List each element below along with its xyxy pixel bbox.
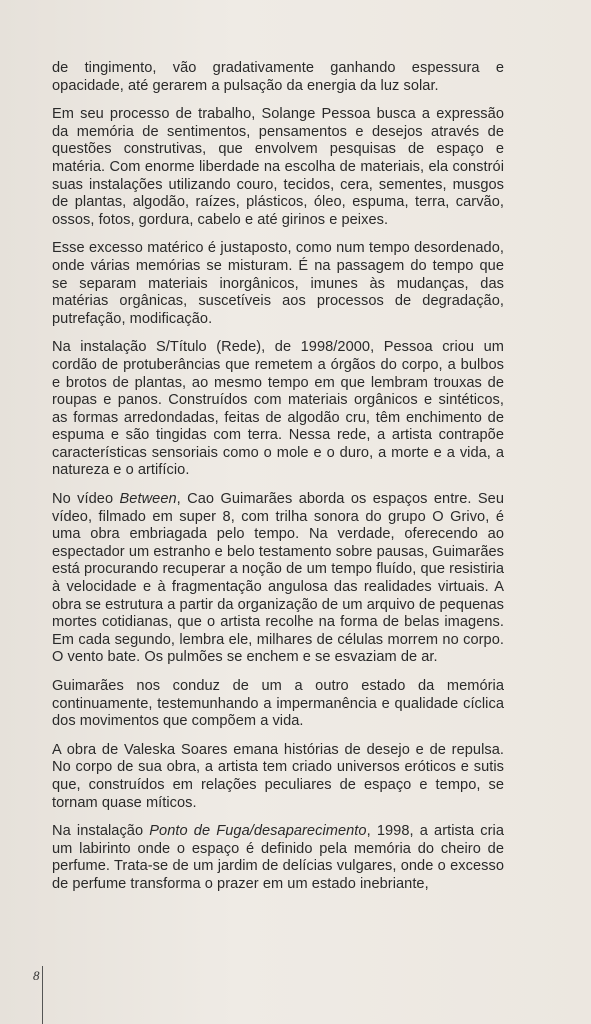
paragraph-5: No vídeo Between, Cao Guimarães aborda os espaços entre. Seu vídeo, filmado em super 8, com trilha sonora do grupo O Grivo, é uma obra embriagada pelo tempo. Na verdade, oferecendo ao espectador um estranho e belo testamento sobre pausas, Guimarães está procurando recuperar a noção de um tempo fluído, que resistiria à velocidade e à fragmentação angulosa das realidades virtuais. A obra se estrutura a partir da organização de um arquivo de pequenas mortes cotidianas, que o artista recolhe na forma de belas imagens. Em cada segundo, lembra ele, milhares de células morrem no corpo. O vento bate. Os pulmões se enchem e se esvaziam de ar. <box>52 491 505 666</box>
paragraph-6: Guimarães nos conduz de um a outro estado da memória continuamente, testemunhando a impermanência e qualidade cíclica dos movimentos que compõem a vida. <box>52 678 504 730</box>
paragraph-2: Em seu processo de trabalho, Solange Pessoa busca a expressão da memória de sentimentos, pensamentos e desejos através de questões construtivas, que envolvem pesquisas de espaço e matéria. Com enorme liberdade na escolha de materiais, ela constrói suas instalações utilizando couro, tecidos, cera, sementes, musgos de plantas, algodão, raízes, plásticos, óleo, espuma, terra, carvão, ossos, fotos, gordura, cabelo e até girinos e peixes. <box>52 106 504 228</box>
work-title-ponto-de-fuga: Ponto de Fuga/desaparecimento <box>149 823 367 840</box>
body-text <box>52 60 504 905</box>
page-number: 8 <box>33 968 40 983</box>
margin-rule <box>42 966 43 1024</box>
paragraph-3: Esse excesso matérico é justaposto, como num tempo desordenado, onde várias memórias se misturam. É na passagem do tempo que se separam materiais inorgânicos, imunes às mudanças, das matérias orgânicas, suscetíveis aos processos de degradação, putrefação, modificação. <box>52 240 504 327</box>
paragraph-4: Na instalação S/Título (Rede), de 1998/2000, Pessoa criou um cordão de protuberâncias que remetem a órgãos do corpo, a bulbos e brotos de plantas, ao mesmo tempo em que lembram trouxas de roupas e panos. Construídos com materiais orgânicos e sintéticos, as formas arredondadas, feitas de algodão cru, têm enchimento de espuma e são tingidas com terra. Nessa rede, a artista contrapõe características sensoriais como o mole e o duro, a morte e a vida, a natureza e o artifício. <box>52 339 504 479</box>
work-title-between: Between <box>119 491 177 508</box>
paragraph-7: A obra de Valeska Soares emana histórias de desejo e de repulsa. No corpo de sua obra, a artista tem criado universos eróticos e sutis que, construídos em relações peculiares de espaço e tempo, se tornam quase míticos. <box>52 741 504 811</box>
paragraph-1: de tingimento, vão gradativamente ganhando espessura e opacidade, até gerarem a pulsação da energia da luz solar. <box>52 60 504 94</box>
paragraph-8: Na instalação Ponto de Fuga/desaparecimento, 1998, a artista cria um labirinto onde o espaço é definido pela memória do cheiro de perfume. Trata-se de um jardim de delícias vulgares, onde o excesso de perfume transforma o prazer em um estado inebriante, <box>52 823 504 892</box>
